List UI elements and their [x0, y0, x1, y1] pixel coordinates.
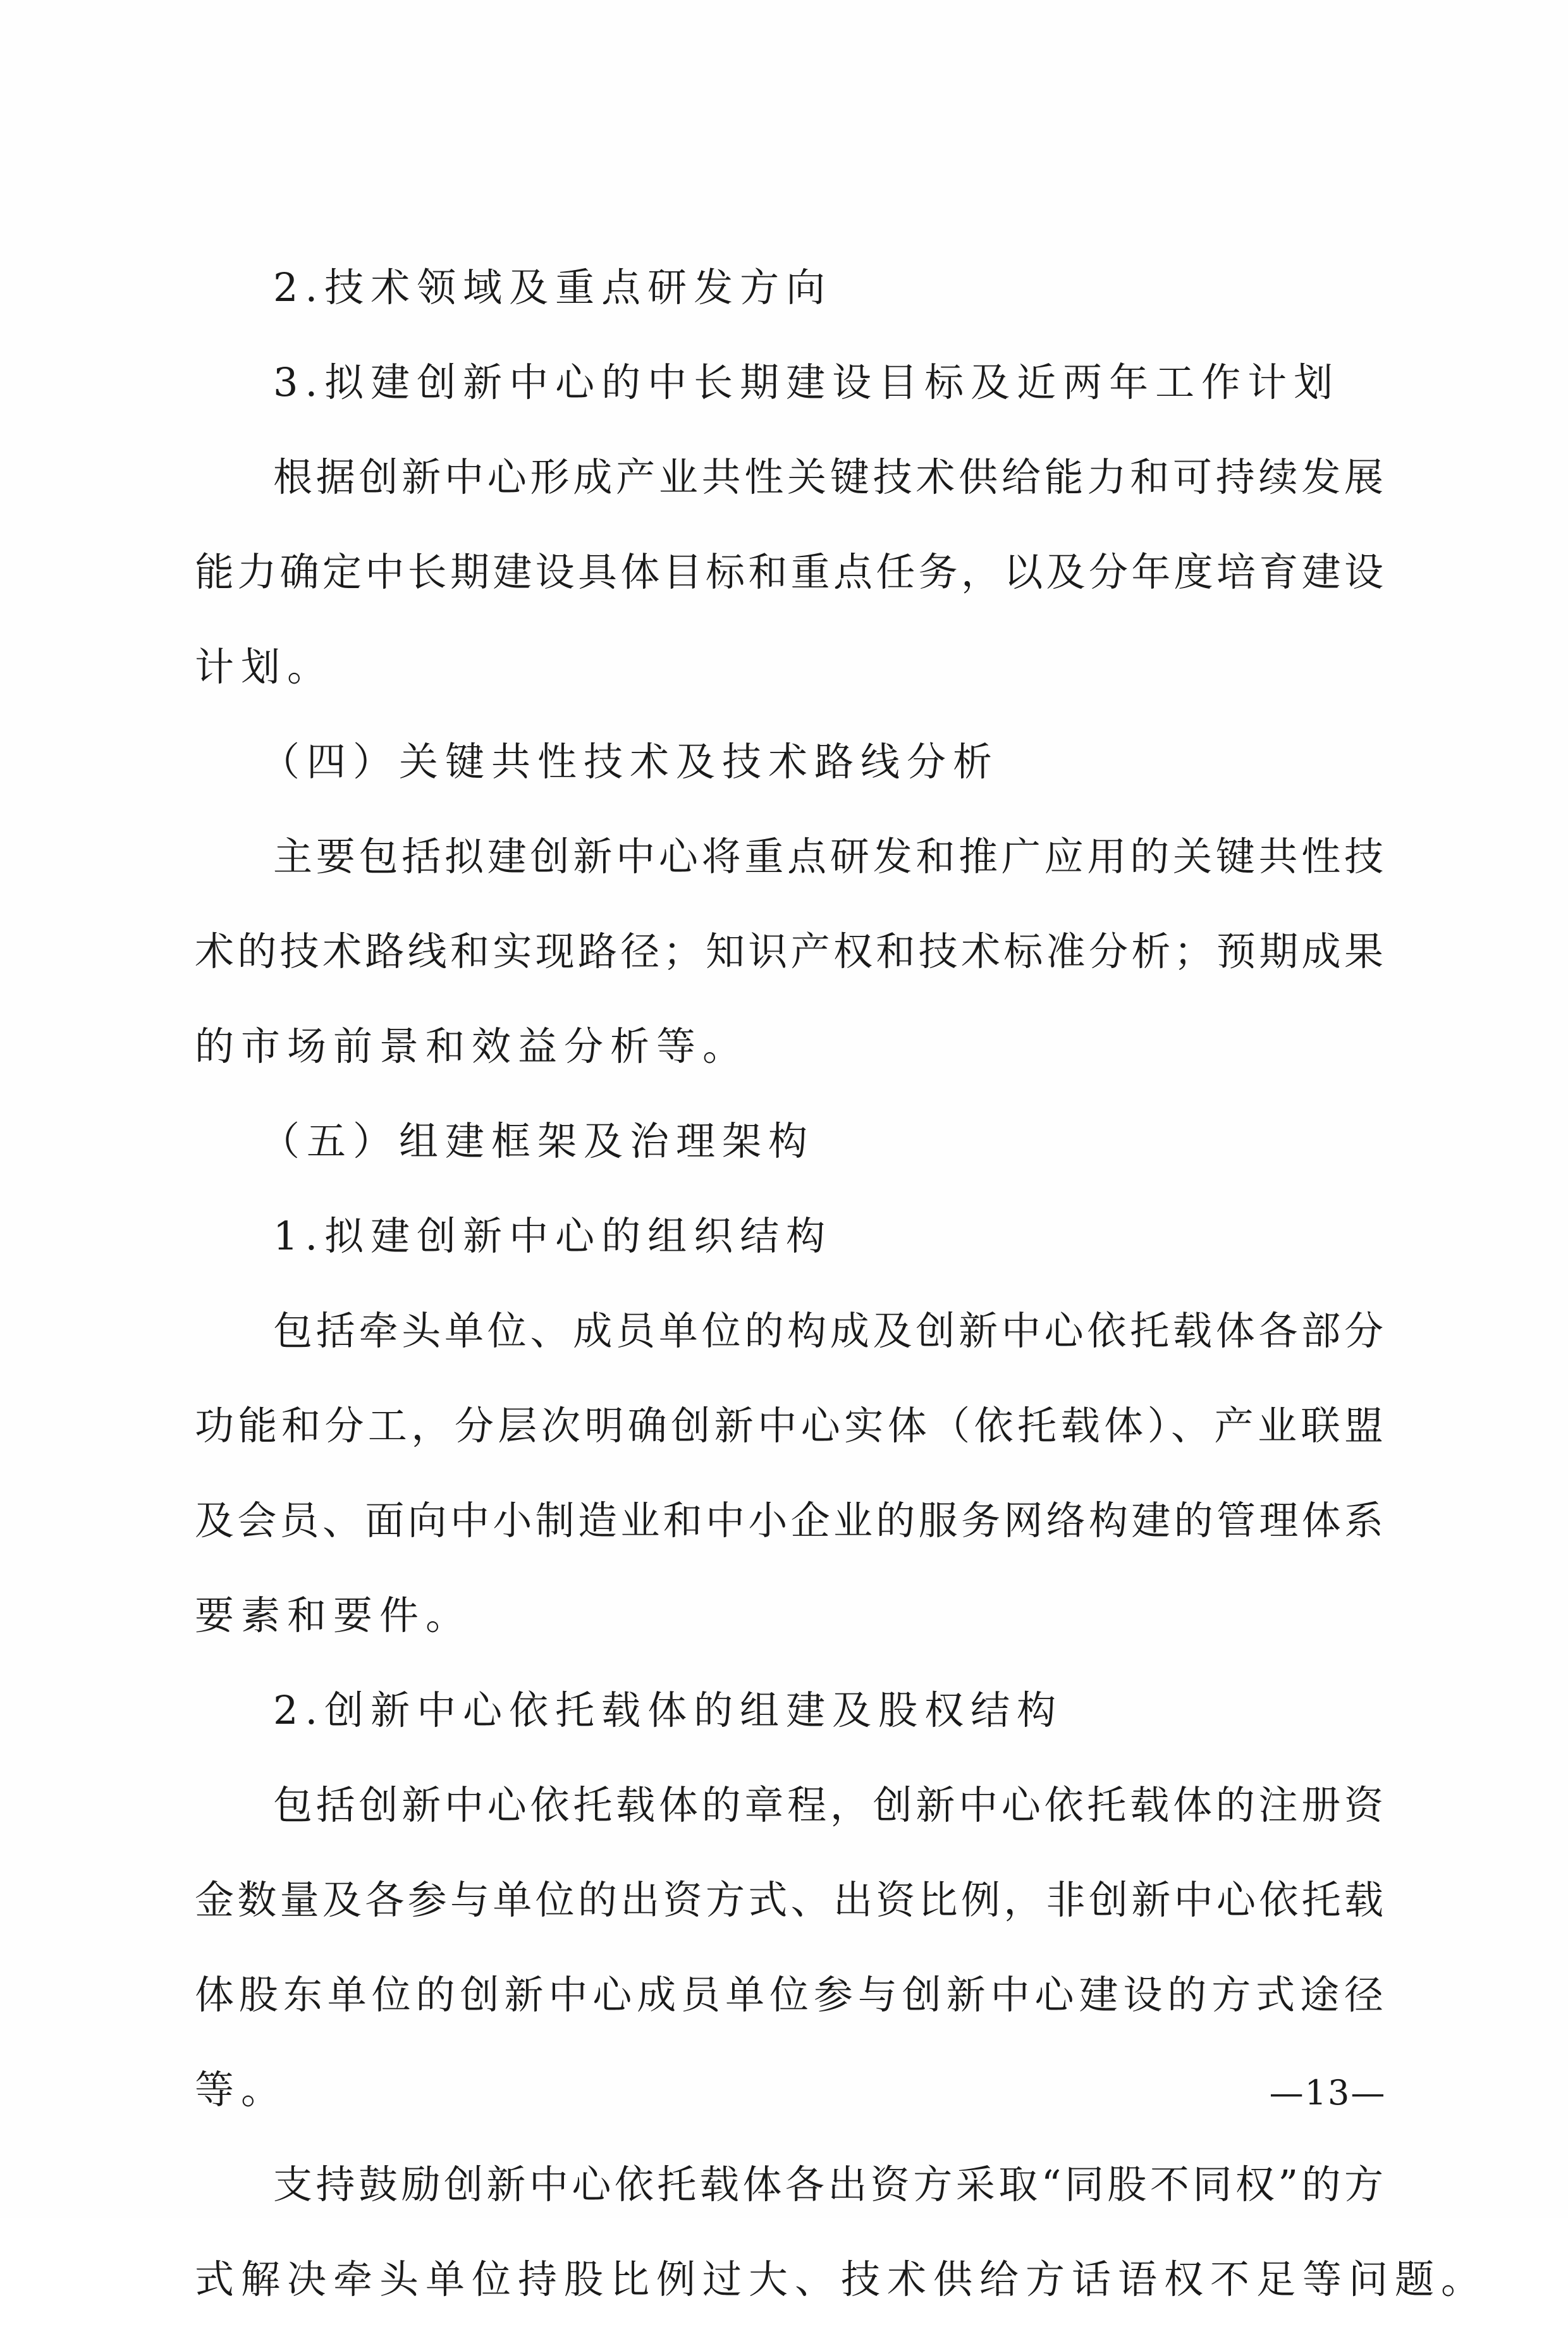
subheading-organization: 1.拟建创新中心的组织结构 — [273, 1213, 833, 1259]
paragraph-line: 及会员、面向中小制造业和中小企业的服务网络构建的管理体系 — [195, 1497, 1383, 1544]
paragraph-line: 功能和分工，分层次明确创新中心实体（依托载体）、产业联盟 — [195, 1403, 1383, 1449]
section-heading-framework: （五）组建框架及治理架构 — [260, 1118, 815, 1164]
paragraph-line: 要素和要件。 — [195, 1592, 472, 1638]
subheading-construction-goals: 3.拟建创新中心的中长期建设目标及近两年工作计划 — [273, 359, 1340, 405]
paragraph-line: 术的技术路线和实现路径；知识产权和技术标准分析；预期成果 — [195, 928, 1383, 974]
paragraph-line: 的市场前景和效益分析等。 — [195, 1023, 749, 1069]
paragraph-line: 根据创新中心形成产业共性关键技术供给能力和可持续发展 — [273, 454, 1383, 500]
paragraph-line: 等。 — [195, 2066, 288, 2113]
paragraph-line: 式解决牵头单位持股比例过大、技术供给方话语权不足等问题。 — [195, 2256, 1488, 2302]
paragraph-line: 支持鼓励创新中心依托载体各出资方采取“同股不同权”的方 — [273, 2161, 1383, 2207]
subheading-equity-structure: 2.创新中心依托载体的组建及股权结构 — [273, 1687, 1063, 1733]
paragraph-line: 金数量及各参与单位的出资方式、出资比例，非创新中心依托载 — [195, 1877, 1383, 1923]
paragraph-line: 包括牵头单位、成员单位的构成及创新中心依托载体各部分 — [273, 1308, 1383, 1354]
page-number: —13— — [1269, 2073, 1387, 2113]
section-heading-key-technologies: （四）关键共性技术及技术路线分析 — [260, 739, 1000, 785]
paragraph-line: 体股东单位的创新中心成员单位参与创新中心建设的方式途径 — [195, 1972, 1383, 2018]
paragraph-line: 主要包括拟建创新中心将重点研发和推广应用的关键共性技 — [273, 833, 1383, 880]
paragraph-line: 计划。 — [195, 644, 334, 690]
document-body — [195, 240, 1488, 2327]
subheading-technical-field: 2.技术领域及重点研发方向 — [273, 264, 833, 310]
paragraph-line: 包括创新中心依托载体的章程，创新中心依托载体的注册资 — [273, 1782, 1383, 1828]
paragraph-line: 能力确定中长期建设具体目标和重点任务，以及分年度培育建设 — [195, 549, 1383, 595]
